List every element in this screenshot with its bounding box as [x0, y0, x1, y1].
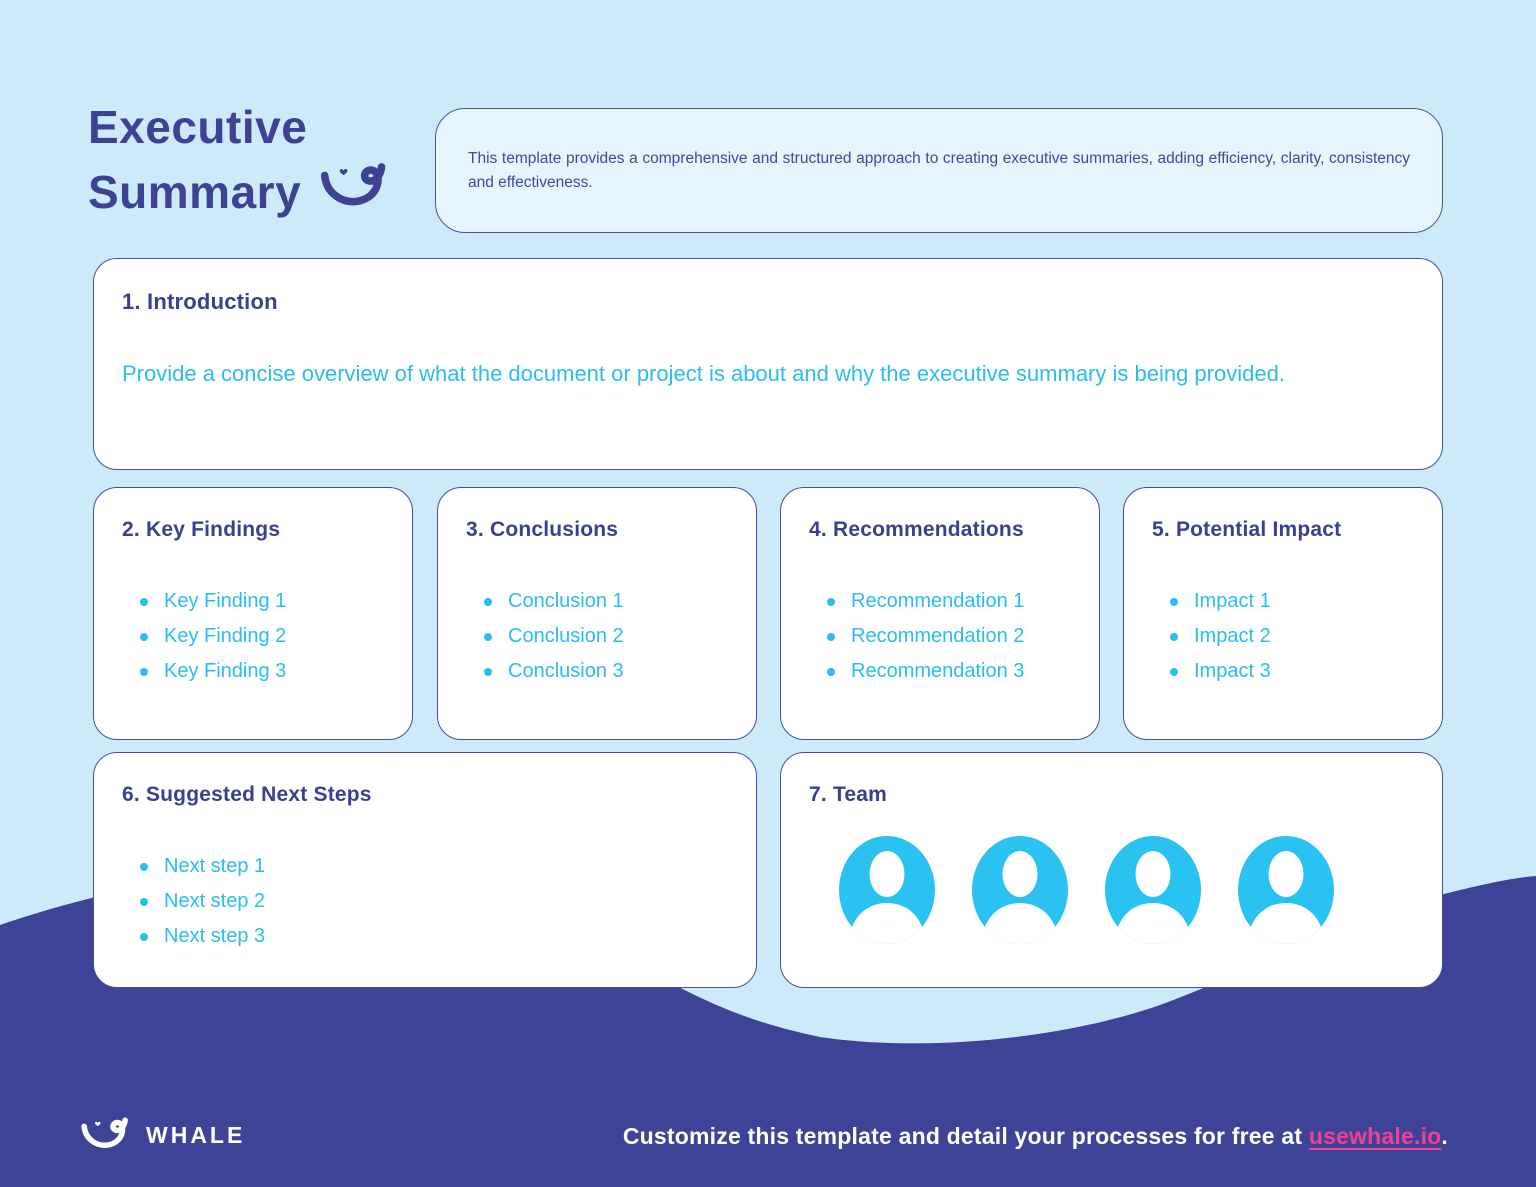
list-item: Next step 2	[122, 884, 728, 919]
whale-smile-icon	[80, 1114, 132, 1156]
person-avatar-icon	[1236, 835, 1336, 945]
template-description-text: This template provides a comprehensive and structured approach to creating executive summaries, adding efficiency, clarity, consistency and effectiveness.	[468, 149, 1410, 191]
key-findings-heading: 2. Key Findings	[122, 518, 281, 541]
page-title	[88, 96, 391, 225]
next-steps-list	[122, 849, 728, 954]
list-item: Impact 2	[1152, 619, 1414, 654]
team-heading: 7. Team	[809, 783, 888, 806]
brand-wordmark: WHALE	[146, 1121, 246, 1148]
list-item: Conclusion 3	[466, 654, 728, 689]
card-introduction	[93, 258, 1443, 470]
list-item: Recommendation 3	[809, 654, 1071, 689]
usewhale-link[interactable]: usewhale.io	[1308, 1123, 1442, 1149]
card-key-findings	[93, 487, 413, 740]
list-item: Recommendation 1	[809, 584, 1071, 619]
list-item: Recommendation 2	[809, 619, 1071, 654]
recommendations-heading: 4. Recommendations	[809, 518, 1024, 541]
person-avatar-icon	[1103, 835, 1203, 945]
person-avatar-icon	[837, 835, 937, 945]
page-title-line2: Summary	[88, 165, 302, 218]
list-item: Impact 1	[1152, 584, 1414, 619]
card-team	[780, 752, 1443, 988]
footer-message	[623, 1123, 1448, 1150]
footer-brand	[80, 1114, 245, 1156]
conclusions-list	[466, 584, 728, 689]
introduction-body: Provide a concise overview of what the document or project is about and why the executive summary is being provided.	[122, 361, 1285, 386]
list-item: Conclusion 1	[466, 584, 728, 619]
list-item: Key Finding 2	[122, 619, 384, 654]
card-potential-impact	[1123, 487, 1443, 740]
conclusions-heading: 3. Conclusions	[466, 518, 619, 541]
introduction-heading: 1. Introduction	[122, 289, 278, 314]
list-item: Next step 3	[122, 919, 728, 954]
list-item: Key Finding 1	[122, 584, 384, 619]
footer-message-text: Customize this template and detail your processes for free at	[622, 1123, 1309, 1149]
card-recommendations	[780, 487, 1100, 740]
potential-impact-heading: 5. Potential Impact	[1152, 518, 1342, 541]
person-avatar-icon	[970, 835, 1070, 945]
recommendations-list	[809, 584, 1071, 689]
potential-impact-list	[1152, 584, 1414, 689]
team-avatars	[837, 835, 1336, 945]
page-title-line1: Executive	[88, 101, 308, 153]
list-item: Key Finding 3	[122, 654, 384, 689]
card-conclusions	[437, 487, 757, 740]
list-item: Impact 3	[1152, 654, 1414, 689]
list-item: Next step 1	[122, 849, 728, 884]
whale-smile-icon	[319, 158, 391, 225]
next-steps-heading: 6. Suggested Next Steps	[122, 783, 372, 806]
card-next-steps	[93, 752, 757, 988]
list-item: Conclusion 2	[466, 619, 728, 654]
template-description-panel	[435, 108, 1443, 233]
footer-message-period: .	[1441, 1123, 1448, 1149]
key-findings-list	[122, 584, 384, 689]
